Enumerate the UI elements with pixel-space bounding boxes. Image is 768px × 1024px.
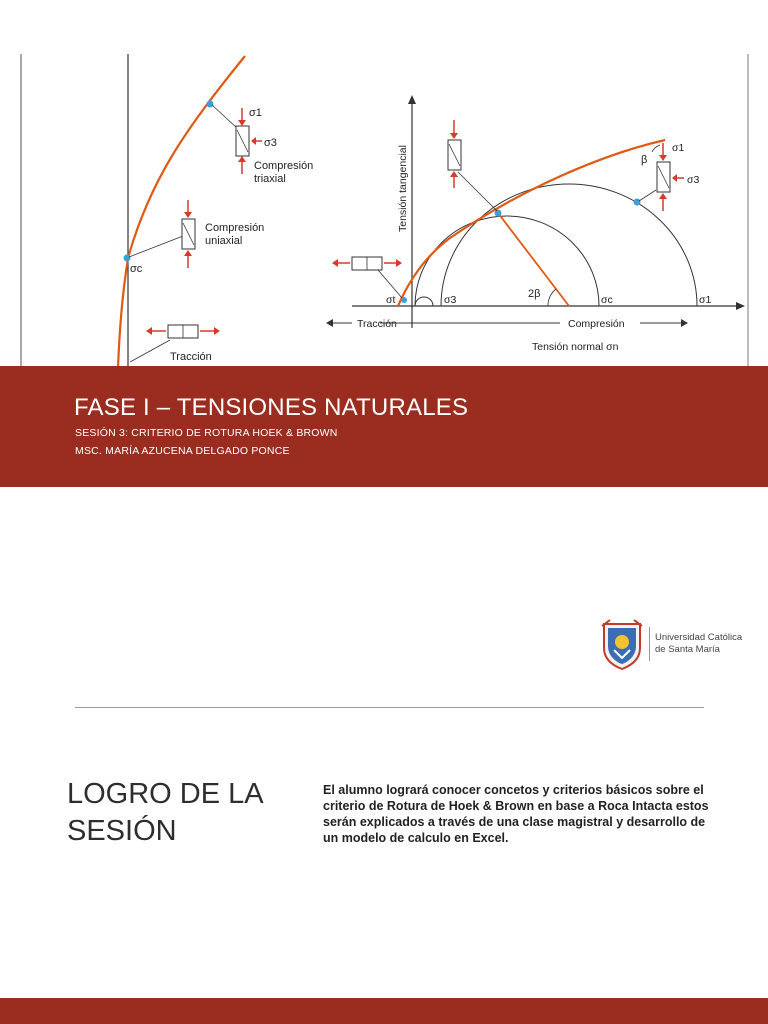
right-traction-left-arrowhead bbox=[332, 259, 338, 267]
divider-line bbox=[75, 707, 704, 708]
university-name bbox=[655, 632, 742, 656]
label-two-beta: 2β bbox=[528, 288, 541, 300]
university-name-line1: Universidad Católica bbox=[655, 632, 743, 643]
right-triaxial-bottom-arrowhead bbox=[659, 193, 667, 199]
uniaxial-leader bbox=[129, 236, 183, 257]
compresion-direction-arrowhead bbox=[681, 319, 688, 327]
tangent-point-uniaxial bbox=[495, 210, 502, 217]
right-triaxial-side-arrowhead bbox=[672, 174, 677, 182]
triaxial-top-arrowhead bbox=[238, 120, 246, 126]
label-compresion-triaxial-2: triaxial bbox=[254, 173, 286, 185]
uniaxial-top-arrowhead bbox=[184, 212, 192, 218]
right-triaxial-top-arrowhead bbox=[659, 155, 667, 161]
label-compresion-uniaxial-1: Compresión bbox=[205, 222, 265, 234]
traction-left-arrowhead bbox=[146, 327, 152, 335]
triaxial-bottom-arrowhead bbox=[238, 156, 246, 162]
right-uniaxial-leader bbox=[458, 172, 497, 211]
tangential-axis-arrowhead bbox=[408, 95, 416, 104]
logro-description: El alumno logrará conocer concetos y criterios básicos sobre el criterio de Rotura de Hoek & Brown en base a Roca Intacta estos serán explicados a través de una clase magistral y desarrollo de un modelo de calculo en Excel. bbox=[323, 783, 709, 845]
bottom-bar bbox=[0, 998, 768, 1024]
label-tension-tangencial: Tensión tangencial bbox=[397, 145, 409, 232]
right-traction-right-arrowhead bbox=[396, 259, 402, 267]
author-subtitle: MSC. MARÍA AZUCENA DELGADO PONCE bbox=[75, 445, 290, 457]
logo-separator bbox=[649, 627, 650, 661]
left-failure-envelope bbox=[118, 56, 245, 368]
triaxial-side-arrowhead bbox=[251, 137, 256, 145]
label-compresion-right: Compresión bbox=[568, 318, 625, 330]
label-compresion-uniaxial-2: uniaxial bbox=[205, 235, 243, 247]
triaxial-point bbox=[207, 101, 214, 108]
right-uniaxial-top-arrowhead bbox=[450, 133, 458, 139]
tangent-point-triaxial bbox=[634, 199, 641, 206]
label-sigma1-left: σ1 bbox=[249, 107, 262, 119]
mohr-circle-uniaxial bbox=[415, 216, 599, 306]
title-band bbox=[0, 366, 768, 487]
uniaxial-bottom-arrowhead bbox=[184, 250, 192, 256]
label-traccion-right: Tracción bbox=[357, 318, 397, 330]
triaxial-leader bbox=[212, 105, 237, 128]
normal-axis-arrowhead bbox=[736, 302, 745, 310]
label-sigma-c-axis: σc bbox=[601, 294, 613, 306]
right-triaxial-leader bbox=[639, 190, 656, 201]
label-sigma-c-left: σc bbox=[130, 263, 143, 275]
university-crest-icon bbox=[598, 618, 646, 670]
two-beta-arc bbox=[548, 289, 556, 306]
session-subtitle: SESIÓN 3: CRITERIO DE ROTURA HOEK & BROWN bbox=[75, 427, 338, 439]
beta-arc bbox=[652, 145, 660, 152]
traction-right-arrowhead bbox=[214, 327, 220, 335]
label-sigma3-axis: σ3 bbox=[444, 294, 457, 306]
uniaxial-point bbox=[124, 255, 131, 262]
traction-leader bbox=[130, 340, 170, 362]
university-logo bbox=[598, 618, 758, 670]
logro-heading: LOGRO DE LA SESIÓN bbox=[67, 778, 263, 847]
right-failure-envelope bbox=[398, 140, 665, 306]
label-sigma1-top: σ1 bbox=[672, 142, 685, 154]
label-sigma-t-right: σt bbox=[386, 294, 396, 306]
label-sigma3-left: σ3 bbox=[264, 137, 277, 149]
label-traccion-left: Tracción bbox=[170, 351, 212, 363]
right-uniaxial-bottom-arrowhead bbox=[450, 171, 458, 177]
diagram-svg bbox=[0, 0, 768, 368]
university-name-line2: de Santa María bbox=[655, 644, 720, 655]
label-sigma1-axis: σ1 bbox=[699, 294, 712, 306]
mohr-circle-large bbox=[441, 184, 697, 306]
label-sigma3-side: σ3 bbox=[687, 174, 700, 186]
traccion-direction-arrowhead bbox=[326, 319, 333, 327]
label-tension-normal: Tensión normal σn bbox=[532, 341, 619, 353]
mohr-circle-small bbox=[415, 297, 433, 306]
page-title: FASE I – TENSIONES NATURALES bbox=[74, 394, 469, 421]
label-compresion-triaxial-1: Compresión bbox=[254, 160, 314, 172]
hoek-brown-diagram bbox=[0, 0, 768, 368]
label-beta: β bbox=[641, 154, 648, 166]
